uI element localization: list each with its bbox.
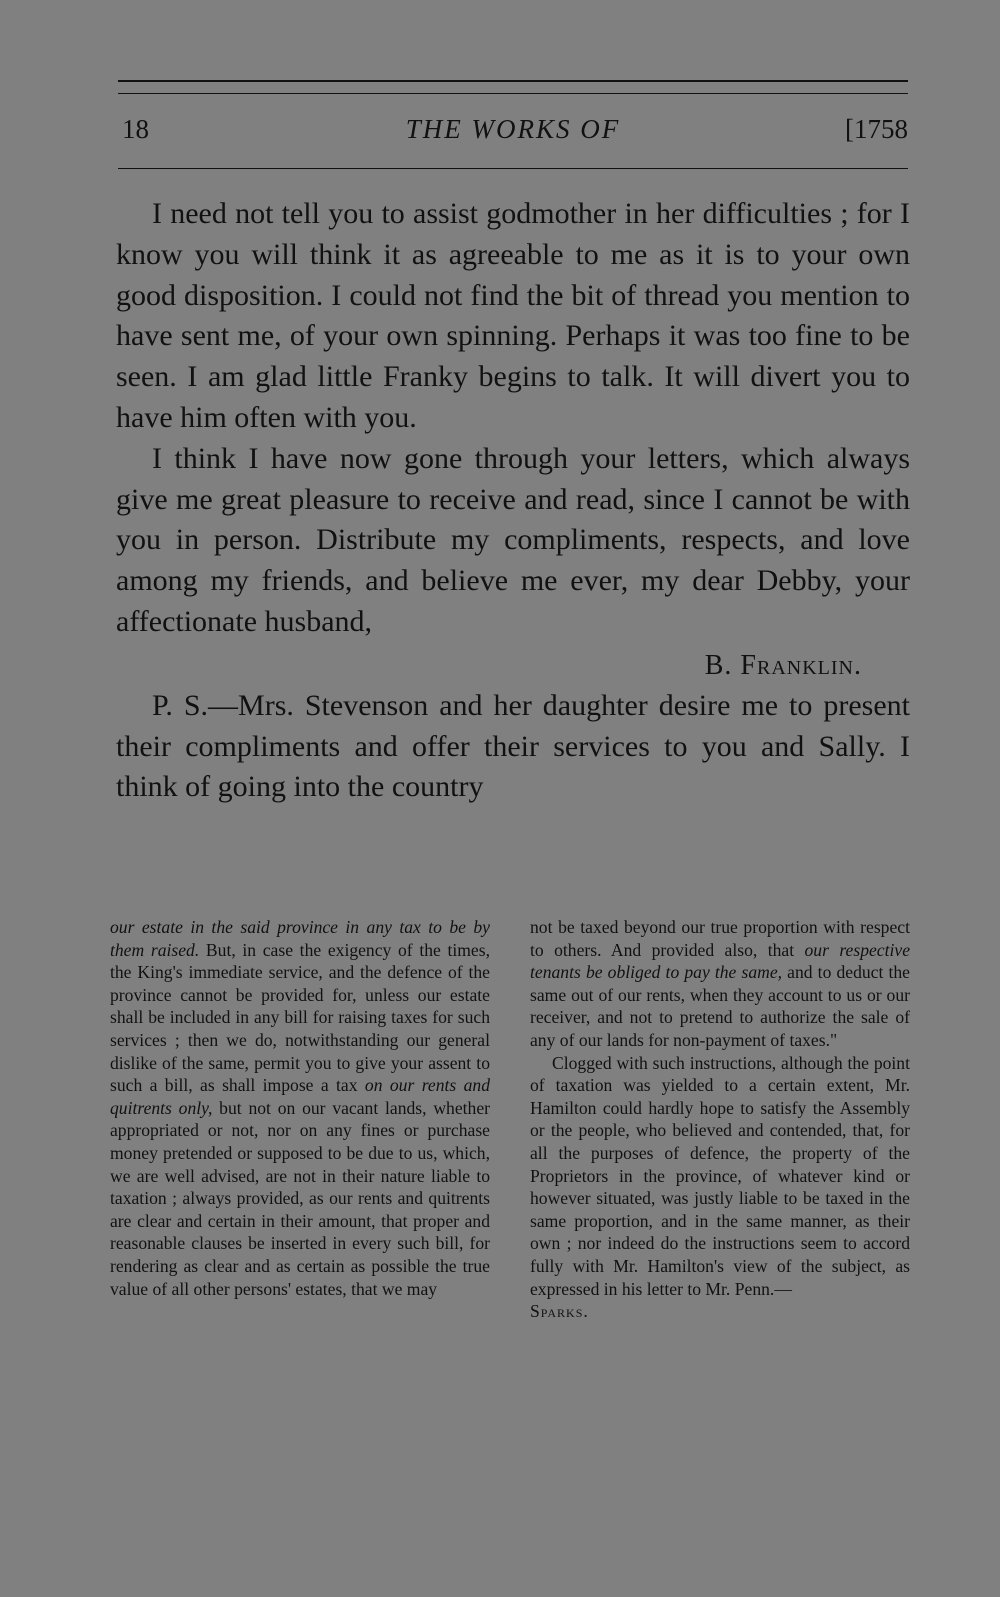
footnote-italic: on our rents and quitrents only, [110, 1075, 490, 1118]
footnote-text: Clogged with such instructions, although the point of taxation was yielded to a certain extent, Mr. Hamilton could hardly hope to satisfy the Assembly or the people, who believed and contended, that, for all the purposes of defence, the property of the Proprietors in the province, of whatever kind or however situated, was justly liable to be taxed in the same proportion, and in the same manner, as their own ; nor indeed do the instructions seem to accord fully with Mr. Hamilton's view of the subject, as expressed in his letter to Mr. Penn.— [530, 1052, 910, 1299]
postscript: P. S.—Mrs. Stevenson and her daughter desire me to present their compliments and offer their services to you and Sally. I think of going into the country [116, 688, 910, 804]
running-title: THE WORKS OF [405, 114, 621, 144]
footnote-column-left [110, 916, 490, 1323]
footnote-column-right [530, 916, 910, 1323]
page-number: 18 [122, 114, 149, 144]
top-double-rule [118, 80, 908, 82]
footnote-text: not be taxed beyond our true proportion with respect to others. And provided also, that [530, 917, 910, 960]
footnote-right-paragraph-2 [530, 1052, 910, 1323]
footnote-right-paragraph-1 [530, 916, 910, 1052]
footnote-text: and to deduct the same out of our rents, when they account to us or our receiver, and not to pretend to authorize the sale of any of our lands for non-payment of taxes." [530, 962, 910, 1050]
footnote-text: but not on our vacant lands, whether appropriated or not, nor on any fines or purchase money pretended or supposed to be due to us, which, we are well advised, are not in their nature liable to taxation ; always provided, as our rents and quitrents are clear and certain in their amount, that proper and reasonable clauses be inserted in every such bill, for rendering as clear and as certain as possible the true value of all other persons' estates, that we may [110, 1097, 490, 1299]
footnote-italic: our estate in the said province in any tax to be by them raised. [110, 917, 490, 960]
footnote-text: But, in case the exigency of the times, the King's immediate service, and the defence of the province cannot be provided for, unless our estate shall be included in any bill for raising taxes for such services ; then we do, notwithstanding our general dislike of the same, permit you to give your assent to such a bill, as shall impose a tax [110, 939, 490, 1096]
letter-paragraph-2: I think I have now gone through your letters, which always give me great pleasure to receive and read, since I cannot be with you in person. Distribute my compliments, respects, and love among my friends, and believe me ever, my dear Debby, your affectionate husband, [116, 441, 910, 638]
running-header [118, 114, 908, 154]
signature: B. Franklin. [704, 649, 862, 681]
top-double-rule-inner [118, 93, 908, 94]
letter-body [116, 194, 910, 808]
header-year: [1758 [845, 114, 908, 144]
footnotes [110, 916, 910, 1323]
header-rule [118, 168, 908, 169]
footnote-italic: our respective tenants be obliged to pay the same, [530, 939, 911, 983]
footnote-attribution: Sparks. [530, 1301, 589, 1322]
footnote-left-paragraph [110, 916, 490, 1300]
letter-paragraph-1: I need not tell you to assist godmother in her difficulties ; for I know you will think it as agreeable to me as it is to your own good disposition. I could not find the bit of thread you mention to have sent me, of your own spinning. Perhaps it was too fine to be seen. I am glad little Franky begins to talk. It will divert you to have him often with you. [116, 197, 910, 434]
